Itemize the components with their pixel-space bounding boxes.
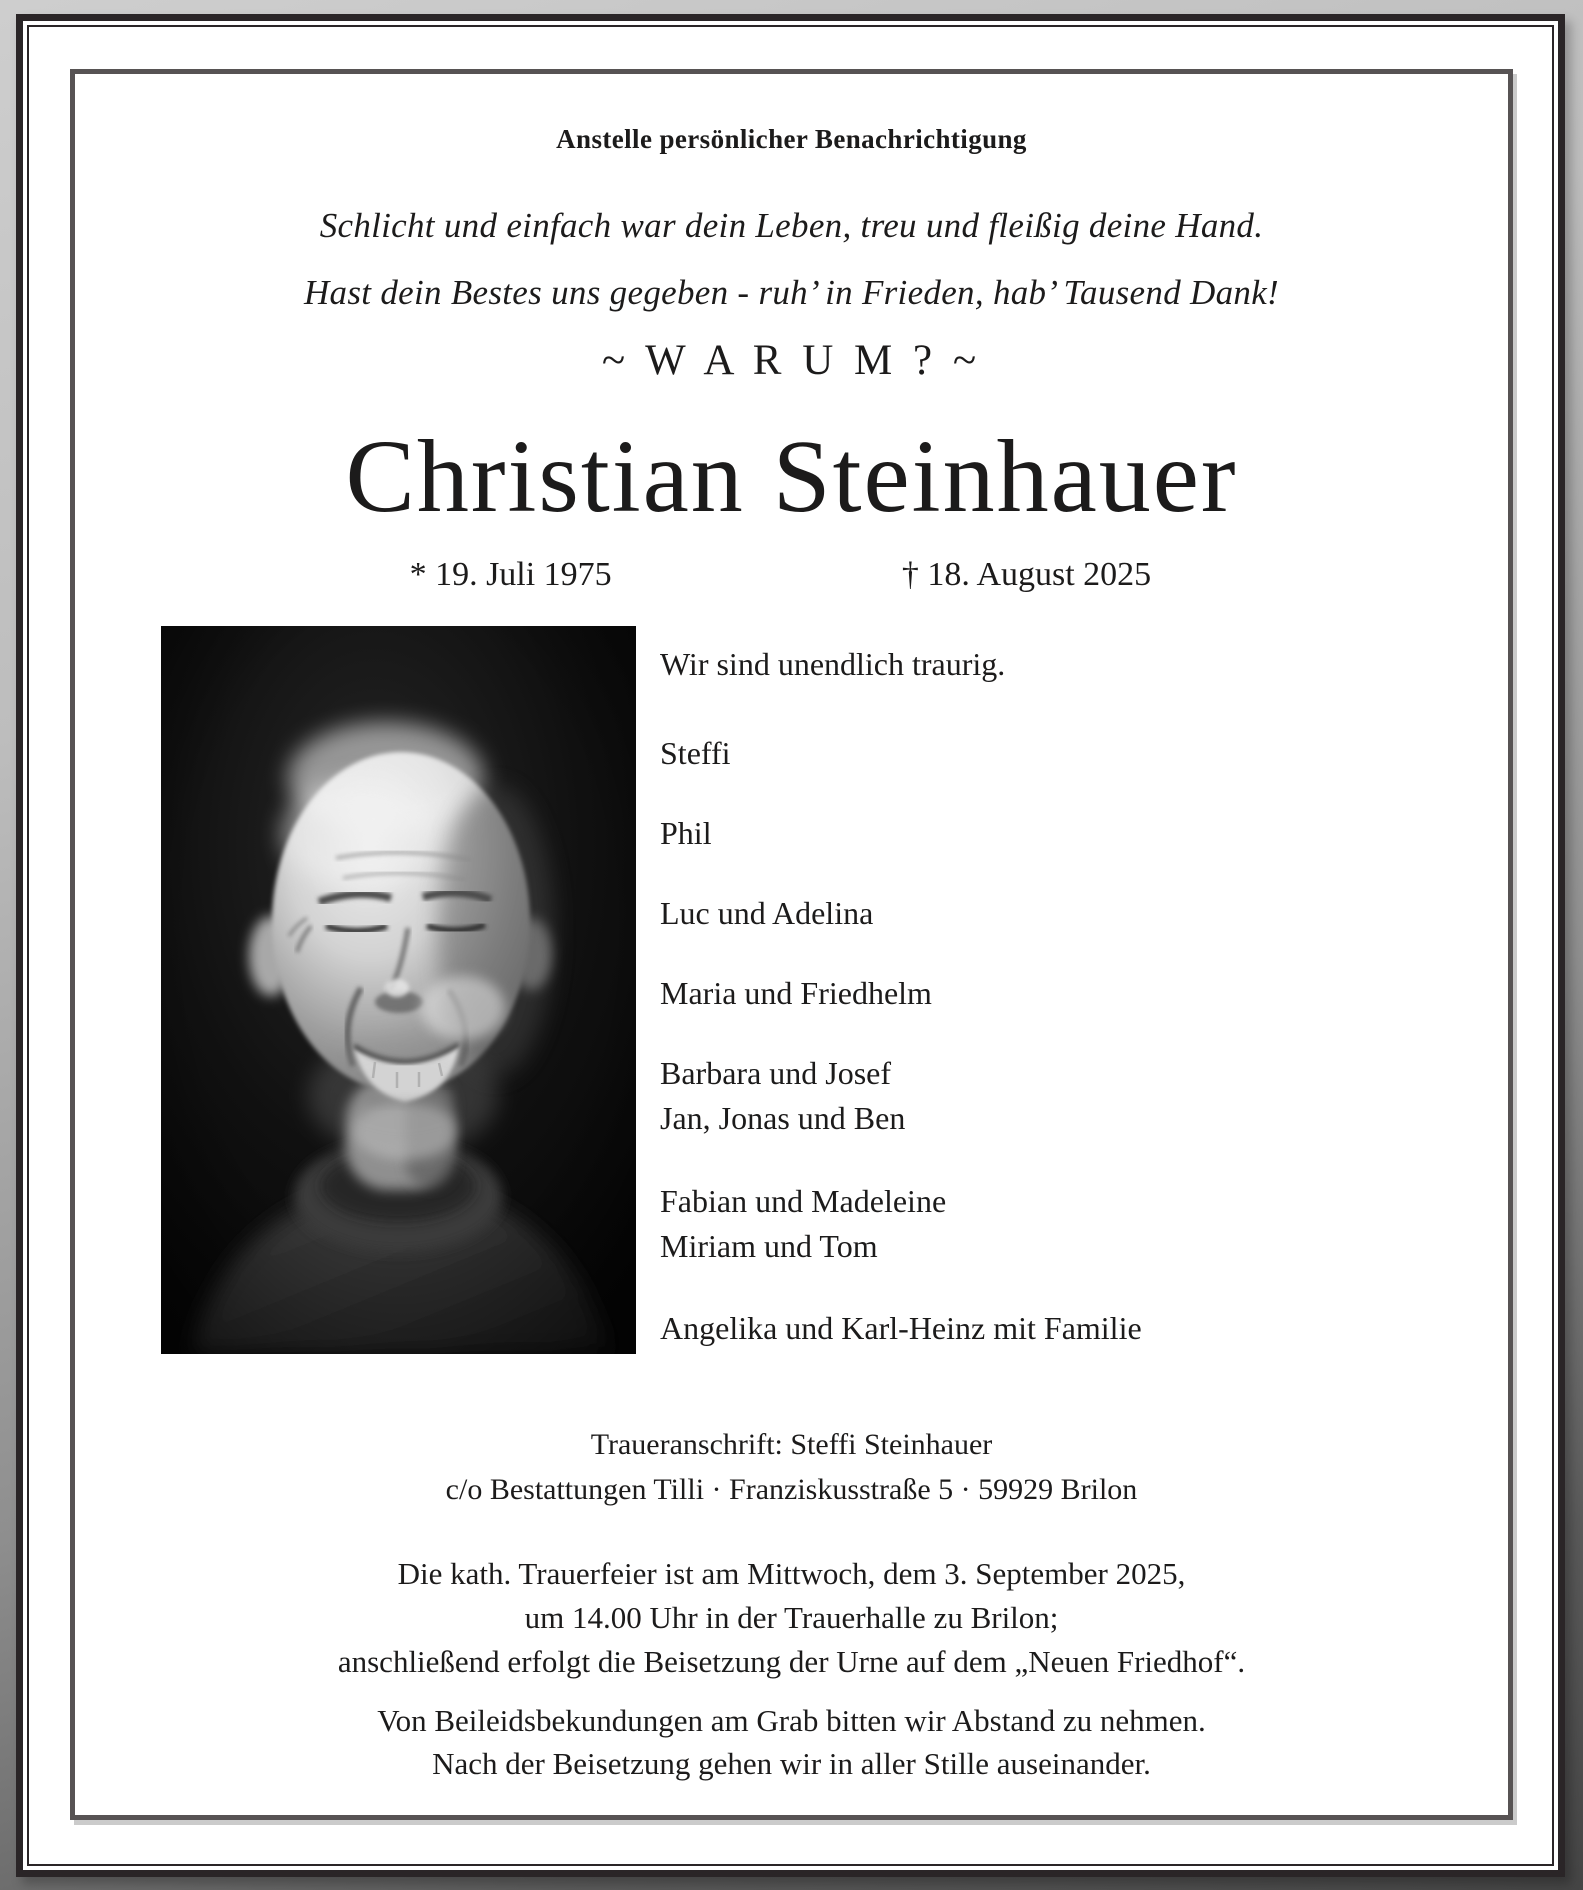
service-line-2: um 14.00 Uhr in der Trauerhalle zu Brilon;	[524, 1600, 1059, 1635]
mourning-address-block	[75, 1422, 1508, 1512]
address-line-2: c/o Bestattungen Tilli · Franziskusstraße 5 · 59929 Brilon	[445, 1473, 1138, 1506]
mourner-family-group	[660, 1179, 1500, 1269]
memorial-verse	[75, 192, 1508, 326]
service-line-1: Die kath. Trauerfeier ist am Mittwoch, dem 3. September 2025,	[397, 1556, 1186, 1591]
mourner-name: Luc und Adelina	[660, 895, 874, 931]
mourner-name: Barbara und Josef	[660, 1055, 892, 1091]
obituary-card	[16, 14, 1565, 1877]
mourner-name: Phil	[660, 815, 712, 851]
mourner-name: Jan, Jonas und Ben	[660, 1100, 906, 1136]
obituary-content-frame	[70, 69, 1513, 1820]
condolence-line-2: Nach der Beisetzung gehen wir in aller Stille auseinander.	[432, 1746, 1151, 1781]
birth-date: * 19. Juli 1975	[409, 556, 612, 593]
preheader-text: Anstelle persönlicher Benachrichtigung	[556, 124, 1027, 154]
deceased-name: Christian Steinhauer	[345, 419, 1238, 534]
condolence-note-block	[75, 1699, 1508, 1785]
mourner-name: Steffi	[660, 735, 731, 771]
mourners-list	[660, 642, 1500, 1351]
funeral-service-block	[75, 1552, 1508, 1684]
mourner-name: Maria und Friedhelm	[660, 975, 932, 1011]
interjection-warum: ~ W A R U M ? ~	[601, 337, 982, 384]
mourning-intro: Wir sind unendlich traurig.	[660, 646, 1006, 682]
condolence-line-1: Von Beileidsbekundungen am Grab bitten wir Abstand zu nehmen.	[377, 1703, 1206, 1738]
mourner-name: Miriam und Tom	[660, 1228, 878, 1264]
verse-line-2: Hast dein Bestes uns gegeben - ruh’ in Frieden, hab’ Tausend Dank!	[303, 273, 1280, 312]
verse-line-1: Schlicht und einfach war dein Leben, treu und fleißig deine Hand.	[319, 206, 1264, 245]
service-line-3: anschließend erfolgt die Beisetzung der Urne auf dem „Neuen Friedhof“.	[337, 1644, 1246, 1679]
address-line-1: Traueranschrift: Steffi Steinhauer	[590, 1428, 993, 1461]
portrait-photo	[161, 626, 636, 1354]
mourner-name: Fabian und Madeleine	[660, 1183, 947, 1219]
mourner-name: Angelika und Karl-Heinz mit Familie	[660, 1310, 1142, 1346]
life-dates	[75, 556, 1508, 600]
death-date: † 18. August 2025	[901, 556, 1152, 593]
mourner-family-group	[660, 1051, 1500, 1141]
